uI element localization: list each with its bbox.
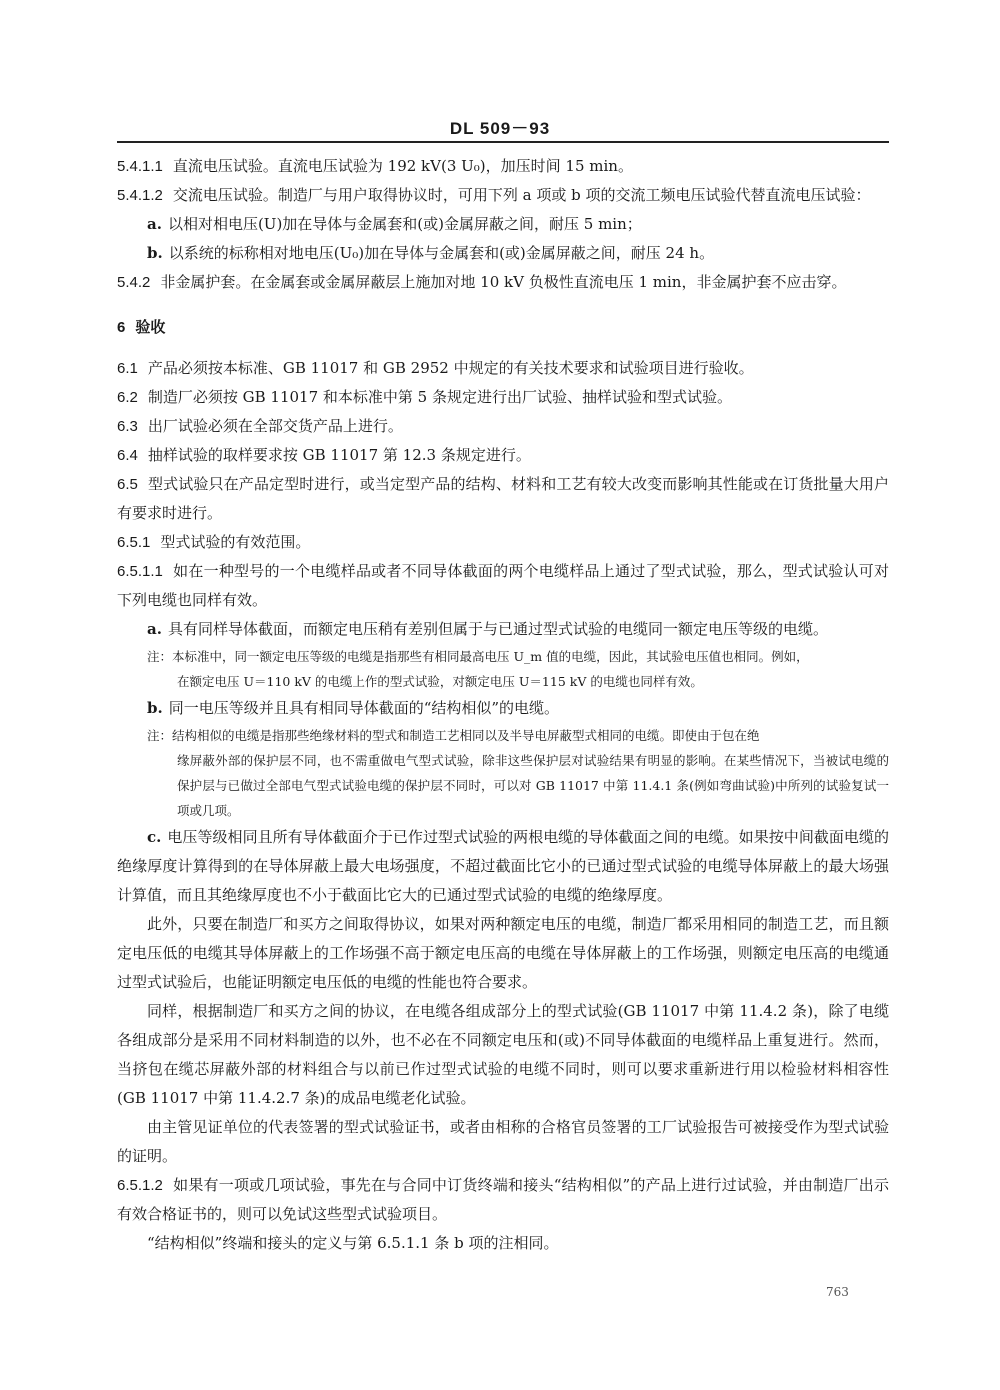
item-text: 具有同样导体截面，而额定电压稍有差别但属于与已通过型式试验的电缆同一额定电压等级的电缆。: [167, 620, 828, 638]
note-text-line2: 缘屏蔽外部的保护层不同，也不需重做电气型式试验，除非这些保护层对试验结果有明显的影响。在某些情况下，当被试电缆的保护层与已做过全部电气型式试验电缆的保护层不同时，可以对 GB 11017 中第 11.4.1 条(例如弯曲试验)中所列的试验复试一项或几项。: [177, 753, 889, 818]
clause-number: 5.4.1.2: [117, 187, 163, 204]
item-c: [117, 823, 889, 910]
page-number: 763: [826, 1285, 849, 1299]
item-text: 以系统的标称相对地电压(U₀)加在导体与金属套和(或)金属屏蔽之间，耐压 24 h。: [168, 244, 715, 262]
clause-6-2: [117, 383, 889, 412]
item-a: [117, 210, 889, 239]
item-a: [117, 615, 889, 644]
clause-text: 如果有一项或几项试验，事先在与合同中订货终端和接头“结构相似”的产品上进行过试验，并由制造厂出示有效合格证书的，则可以免试这些型式试验项目。: [117, 1176, 889, 1223]
clause-5-4-1-1: [117, 152, 889, 181]
clause-text: 如在一种型号的一个电缆样品或者不同导体截面的两个电缆样品上通过了型式试验，那么，型式试验认可对下列电缆也同样有效。: [117, 562, 889, 609]
item-text: 同一电压等级并且具有相同导体截面的“结构相似”的电缆。: [168, 699, 560, 717]
clause-number: 6.5.1: [117, 534, 151, 551]
note-label: 注：: [147, 728, 173, 743]
body-paragraph: 此外，只要在制造厂和买方之间取得协议，如果对两种额定电压的电缆，制造厂都采用相同的制造工艺，而且额定电压低的电缆其导体屏蔽上的工作场强不高于额定电压高的电缆在导体屏蔽上的工作场强，则额定电压高的电缆通过型式试验后，也能证明额定电压低的电缆的性能也符合要求。: [117, 915, 889, 991]
section-number: 6: [117, 319, 126, 336]
item-letter: a.: [147, 215, 162, 233]
clause-text: 型式试验的有效范围。: [160, 533, 311, 551]
clause-number: 6.5: [117, 476, 138, 493]
note-label: 注：: [147, 649, 173, 664]
clause-number: 6.5.1.1: [117, 563, 163, 580]
item-b: [117, 239, 889, 268]
item-letter: c.: [147, 828, 162, 846]
note-text-line1: 本标准中，同一额定电压等级的电缆是指那些有相同最高电压 U_m 值的电缆，因此，其试验电压值也相同。例如，: [172, 649, 809, 664]
clause-text: 交流电压试验。制造厂与用户取得协议时，可用下列 a 项或 b 项的交流工频电压试验代替直流电压试验：: [172, 186, 871, 204]
clause-6-5-1-2: [117, 1171, 889, 1229]
clause-number: 6.5.1.2: [117, 1177, 163, 1194]
clause-number: 5.4.1.1: [117, 158, 163, 175]
body-paragraph: 同样，根据制造厂和买方之间的协议，在电缆各组成部分上的型式试验(GB 11017 中第 11.4.2 条)，除了电缆各组成部分是采用不同材料制造的以外，也不必在不同额定电压和(或)不同导体截面的电缆样品上重复进行。然而，当挤包在缆芯屏蔽外部的材料组合与以前已作过型式试验的电缆不同时，则可以要求重新进行用以检验材料相容性(GB 11017 中第 11.4.2.7 条)的成品电缆老化试验。: [117, 1002, 889, 1107]
clause-text: 产品必须按本标准、GB 11017 和 GB 2952 中规定的有关技术要求和试验项目进行验收。: [147, 359, 754, 377]
note-text-line2: 在额定电压 U＝110 kV 的电缆上作的型式试验，对额定电压 U＝115 kV 的电缆也同样有效。: [177, 674, 703, 689]
clause-number: 6.3: [117, 418, 138, 435]
document-body: [117, 152, 889, 1258]
item-letter: b.: [147, 244, 163, 262]
clause-text: 抽样试验的取样要求按 GB 11017 第 12.3 条规定进行。: [147, 446, 531, 464]
clause-5-4-2: [117, 268, 889, 297]
clause-text: 制造厂必须按 GB 11017 和本标准中第 5 条规定进行出厂试验、抽样试验和型式试验。: [147, 388, 732, 406]
clause-6-5-1-1: [117, 557, 889, 615]
item-letter: b.: [147, 699, 163, 717]
item-b: [117, 694, 889, 723]
clause-6-1: [117, 354, 889, 383]
section-heading-6: [117, 313, 889, 342]
clause-text: 非金属护套。在金属套或金属屏蔽层上施加对地 10 kV 负极性直流电压 1 min，非金属护套不应击穿。: [160, 273, 847, 291]
note-b: [117, 723, 889, 823]
clause-6-5-1: [117, 528, 889, 557]
note-text-line1: 结构相似的电缆是指那些绝缘材料的型式和制造工艺相同以及半导电屏蔽型式相同的电缆。即使由于包在绝: [172, 728, 760, 743]
item-text: 以相对相电压(U)加在导体与金属套和(或)金属屏蔽之间，耐压 5 min；: [167, 215, 642, 233]
clause-text: 直流电压试验。直流电压试验为 192 kV(3 U₀)，加压时间 15 min。: [172, 157, 633, 175]
clause-5-4-1-2: [117, 181, 889, 210]
note-a: [117, 644, 889, 694]
header-rule: [117, 141, 889, 143]
clause-text: 型式试验只在产品定型时进行，或当定型产品的结构、材料和工艺有较大改变而影响其性能或在订货批量大用户有要求时进行。: [117, 475, 889, 522]
clause-number: 6.1: [117, 360, 138, 377]
body-paragraph: 由主管见证单位的代表签署的型式试验证书，或者由相称的合格官员签署的工厂试验报告可被接受作为型式试验的证明。: [117, 1118, 889, 1165]
clause-number: 5.4.2: [117, 274, 151, 291]
clause-6-4: [117, 441, 889, 470]
clause-number: 6.2: [117, 389, 138, 406]
item-letter: a.: [147, 620, 162, 638]
section-title: 验收: [135, 318, 166, 336]
clause-number: 6.4: [117, 447, 138, 464]
clause-text: 出厂试验必须在全部交货产品上进行。: [147, 417, 403, 435]
item-text: 电压等级相同且所有导体截面介于已作过型式试验的两根电缆的导体截面之间的电缆。如果按中间截面电缆的绝缘厚度计算得到的在导体屏蔽上最大电场强度，不超过截面比它小的已通过型式试验的电缆导体屏蔽上的最大场强计算值，而且其绝缘厚度也不小于截面比它大的已通过型式试验的电缆的绝缘厚度。: [117, 828, 889, 904]
clause-6-5: [117, 470, 889, 528]
body-paragraph: “结构相似”终端和接头的定义与第 6.5.1.1 条 b 项的注相同。: [147, 1234, 559, 1252]
standard-code: DL 509－93: [449, 119, 551, 138]
clause-6-3: [117, 412, 889, 441]
